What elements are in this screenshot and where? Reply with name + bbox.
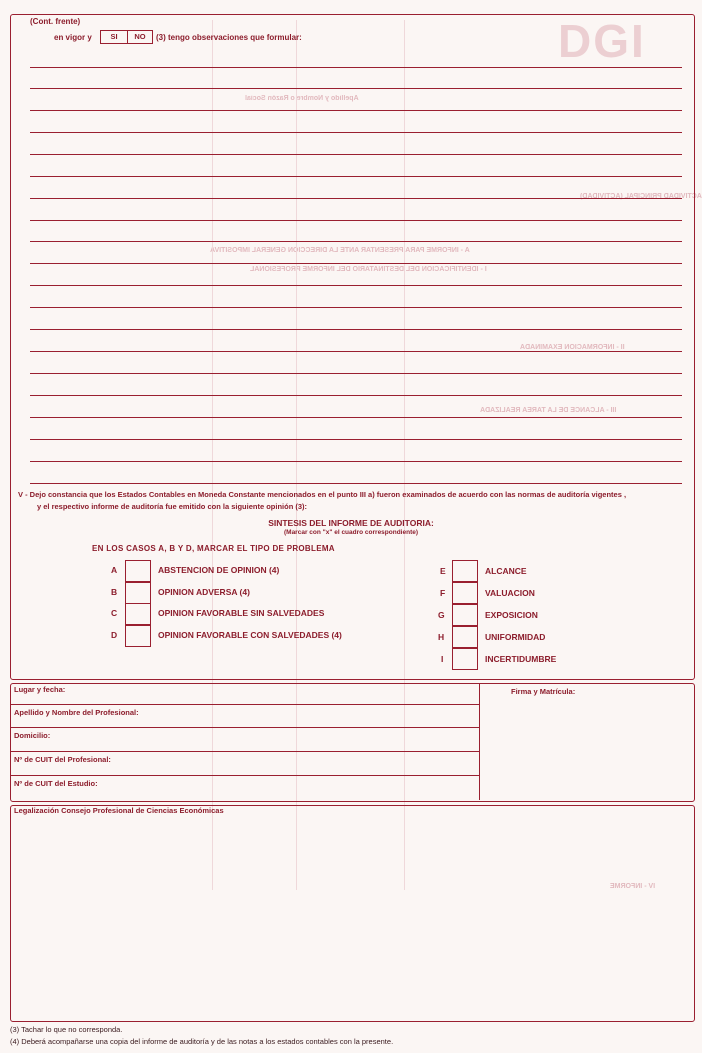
writing-line-14[interactable] (30, 351, 682, 352)
si-option[interactable]: SI (100, 30, 128, 44)
option-d-label: OPINION FAVORABLE CON SALVEDADES (4) (158, 630, 342, 640)
ghost-line-razon: Apellido y Nombre o Razón Social (245, 95, 359, 102)
option-a-checkbox[interactable] (125, 560, 151, 582)
legalizacion-box[interactable] (10, 805, 695, 1022)
option-c-checkbox[interactable] (125, 603, 151, 625)
section-v-line1: V - Dejo constancia que los Estados Contables en Moneda Constante mencionados en el punto III a) fueron examinados de acuerdo con las normas de auditoría vigentes , (18, 490, 627, 499)
writing-line-18[interactable] (30, 439, 682, 440)
vigor-prefix: en vigor y (54, 33, 92, 42)
option-i-label: INCERTIDUMBRE (485, 654, 557, 664)
writing-line-9[interactable] (30, 241, 682, 242)
section-v-line2: y el respectivo informe de auditoría fue emitido con la siguiente opinión (3): (37, 502, 308, 511)
writing-line-3[interactable] (30, 110, 682, 111)
observaciones-prompt: (3) tengo observaciones que formular: (156, 33, 302, 42)
option-b-label: OPINION ADVERSA (4) (158, 587, 250, 597)
option-d-checkbox[interactable] (125, 625, 151, 647)
option-e-checkbox[interactable] (452, 560, 478, 582)
option-f-letter: F (440, 588, 446, 598)
legalizacion-title: Legalización Consejo Profesional de Ciencias Económicas (14, 806, 224, 815)
ghost-line-actividad: ACTIVIDAD PRINCIPAL (ACTIVIDAD) (580, 193, 702, 200)
cuit-estudio-label: Nº de CUIT del Estudio: (14, 779, 98, 788)
ghost-line-ii: II - INFORMACION EXAMINADA (520, 344, 625, 351)
cuit-profesional-field[interactable] (11, 775, 479, 776)
writing-line-19[interactable] (30, 461, 682, 462)
option-b-letter: B (111, 587, 118, 597)
writing-line-5[interactable] (30, 154, 682, 155)
writing-line-4[interactable] (30, 132, 682, 133)
ghost-line-a: A - INFORME PARA PRESENTAR ANTE LA DIRECCION GENERAL IMPOSITIVA (210, 247, 470, 254)
option-h-letter: H (438, 632, 445, 642)
option-c-label: OPINION FAVORABLE SIN SALVEDADES (158, 608, 325, 618)
writing-line-16[interactable] (30, 395, 682, 396)
writing-line-11[interactable] (30, 285, 682, 286)
option-h-checkbox[interactable] (452, 626, 478, 648)
writing-line-17[interactable] (30, 417, 682, 418)
option-g-label: EXPOSICION (485, 610, 538, 620)
writing-line-15[interactable] (30, 373, 682, 374)
observaciones-box (10, 14, 695, 680)
firma-matricula-label: Firma y Matrícula: (511, 687, 576, 696)
professional-divider (479, 684, 480, 800)
domicilio-label: Domicilio: (14, 731, 51, 740)
writing-line-7[interactable] (30, 198, 682, 199)
ghost-line-i: I - IDENTIFICACION DEL DESTINATARIO DEL INFORME PROFESIONAL (250, 266, 487, 273)
option-f-checkbox[interactable] (452, 582, 478, 604)
dgi-logo-watermark: DGI (558, 15, 646, 67)
lugar-fecha-label: Lugar y fecha: (14, 685, 66, 694)
option-i-letter: I (441, 654, 444, 664)
option-e-letter: E (440, 566, 446, 576)
option-a-label: ABSTENCION DE OPINION (4) (158, 565, 280, 575)
writing-line-2[interactable] (30, 88, 682, 89)
option-g-letter: G (438, 610, 445, 620)
writing-line-1[interactable] (30, 67, 682, 68)
apellido-nombre-field[interactable] (11, 727, 479, 728)
cuit-profesional-label: Nº de CUIT del Profesional: (14, 755, 111, 764)
option-f-label: VALUACION (485, 588, 535, 598)
option-h-label: UNIFORMIDAD (485, 632, 546, 642)
sintesis-title: SINTESIS DEL INFORME DE AUDITORIA: (268, 518, 434, 528)
writing-line-13[interactable] (30, 329, 682, 330)
no-option[interactable]: NO (127, 30, 153, 44)
writing-line-8[interactable] (30, 220, 682, 221)
writing-line-12[interactable] (30, 307, 682, 308)
option-g-checkbox[interactable] (452, 604, 478, 626)
professional-box (10, 683, 695, 802)
option-i-checkbox[interactable] (452, 648, 478, 670)
option-c-letter: C (111, 608, 118, 618)
apellido-nombre-label: Apellido y Nombre del Profesional: (14, 708, 139, 717)
option-d-letter: D (111, 630, 118, 640)
cont-frente-label: (Cont. frente) (30, 17, 81, 26)
sintesis-instruction: EN LOS CASOS A, B Y D, MARCAR EL TIPO DE PROBLEMA (92, 544, 335, 553)
option-b-checkbox[interactable] (125, 582, 151, 604)
domicilio-field[interactable] (11, 751, 479, 752)
option-a-letter: A (111, 565, 118, 575)
writing-line-6[interactable] (30, 176, 682, 177)
ghost-line-iv: IV - INFORME (610, 883, 656, 890)
writing-line-20[interactable] (30, 483, 682, 484)
option-e-label: ALCANCE (485, 566, 527, 576)
footnote-3: (3) Tachar lo que no corresponda. (10, 1025, 123, 1034)
sintesis-subtitle: (Marcar con "x" el cuadro correspondiente) (283, 529, 419, 536)
writing-line-10[interactable] (30, 263, 682, 264)
footnote-4: (4) Deberá acompañarse una copia del informe de auditoría y de las notas a los estados contables con la presente. (10, 1037, 394, 1046)
ghost-line-iii: III - ALCANCE DE LA TAREA REALIZADA (480, 407, 617, 414)
lugar-fecha-field[interactable] (11, 704, 479, 705)
